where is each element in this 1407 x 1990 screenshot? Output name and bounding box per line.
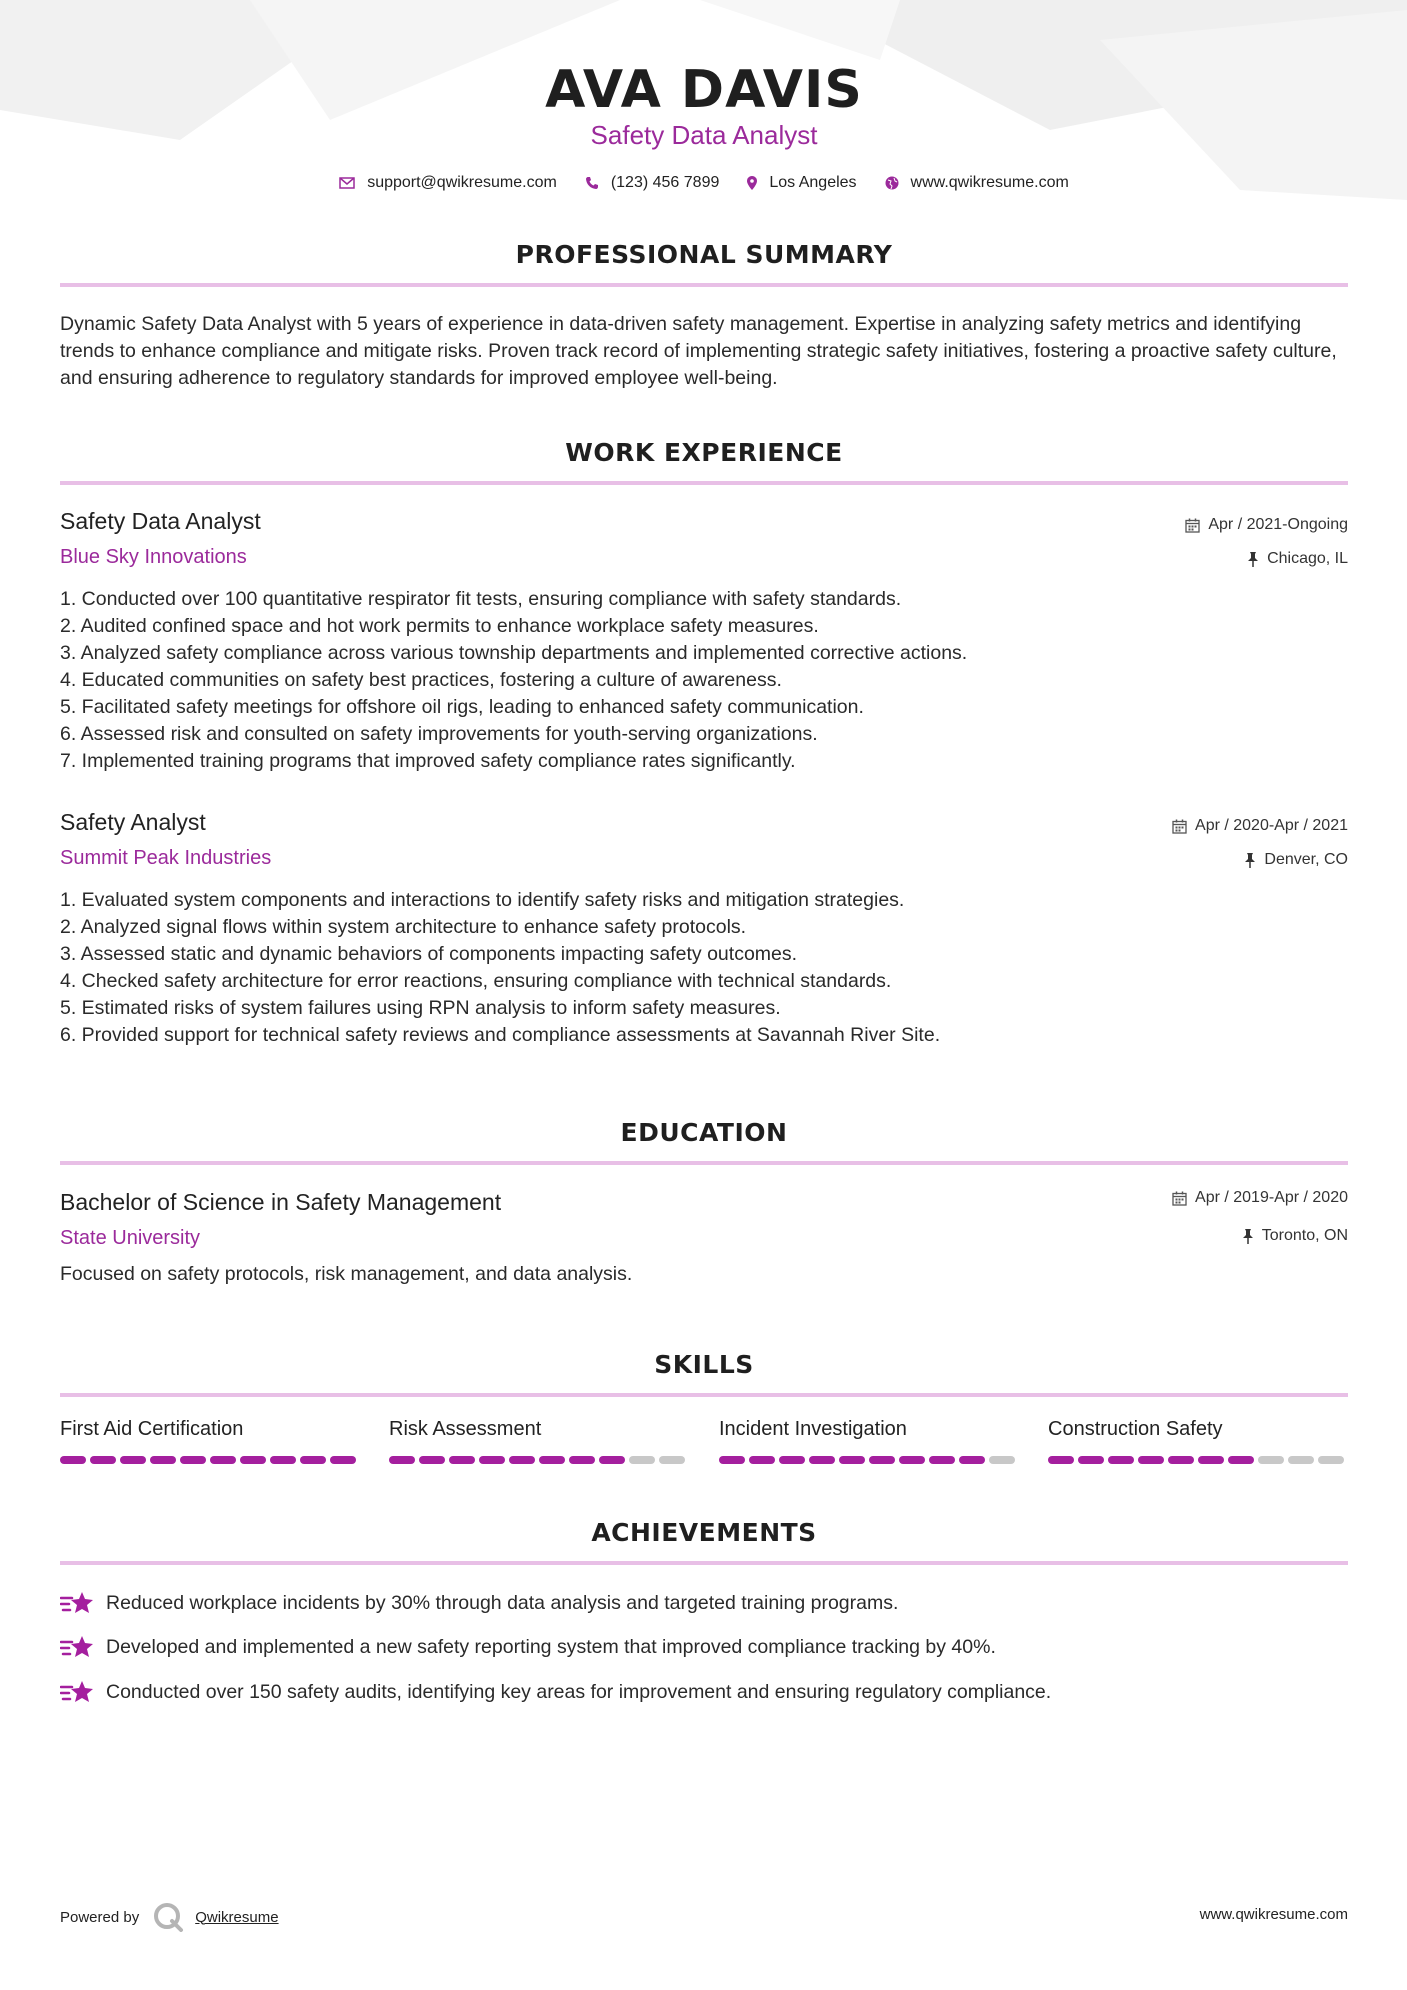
skill-segment-filled (599, 1456, 625, 1464)
skill-segment-filled (300, 1456, 326, 1464)
skill-segment-filled (809, 1456, 835, 1464)
calendar-icon (1172, 819, 1187, 834)
skill-segment-filled (210, 1456, 236, 1464)
job-company: Blue Sky Innovations (60, 546, 247, 568)
job-location-text: Chicago, IL (1267, 550, 1348, 567)
list-item: 1. Conducted over 100 quantitative respirator fit tests, ensuring compliance with safety standards. (60, 588, 902, 610)
job-location-text: Denver, CO (1264, 851, 1348, 868)
list-item: 3. Analyzed safety compliance across various township departments and implemented corrective actions. (60, 642, 968, 664)
skill-segment-filled (959, 1456, 985, 1464)
job-dates (1172, 817, 1348, 835)
job-responsibilities (60, 586, 1310, 775)
contact-website-text: www.qwikresume.com (910, 174, 1069, 191)
skill-segment-filled (1198, 1456, 1224, 1464)
skill-segment-filled (240, 1456, 266, 1464)
summary-text: Dynamic Safety Data Analyst with 5 years of experience in data-driven safety management. Expertise in analyzing safety metrics and identifying trends to enhance compliance and mitigate risks. Proven track record of implementing strategic safety initiatives, fostering a proactive safety culture, and ensuring adherence to regulatory standards for improved employee well-being. (60, 313, 1337, 389)
skill-item (719, 1418, 1019, 1464)
skill-item (389, 1418, 689, 1464)
contact-location-text: Los Angeles (769, 174, 857, 191)
skill-segment-filled (150, 1456, 176, 1464)
skill-segment-filled (1078, 1456, 1104, 1464)
skill-label: Risk Assessment (389, 1418, 542, 1440)
list-item: 7. Implemented training programs that improved safety compliance rates significantly. (60, 750, 796, 772)
skill-segment-filled (1048, 1456, 1074, 1464)
skill-segment-filled (929, 1456, 955, 1464)
achievement-text: Developed and implemented a new safety reporting system that improved compliance tracking by 40%. (106, 1635, 996, 1658)
skill-segment-filled (779, 1456, 805, 1464)
skill-label: First Aid Certification (60, 1418, 244, 1440)
envelope-icon (339, 177, 355, 189)
achievement-text: Reduced workplace incidents by 30% through data analysis and targeted training programs. (106, 1591, 899, 1614)
skill-segment-filled (539, 1456, 565, 1464)
skill-segment-filled (749, 1456, 775, 1464)
skill-segment-filled (270, 1456, 296, 1464)
contact-website[interactable] (885, 174, 1069, 192)
job-responsibilities (60, 887, 1310, 1049)
skill-segment-filled (180, 1456, 206, 1464)
skill-segment-filled (509, 1456, 535, 1464)
map-marker-icon (747, 176, 757, 190)
education-heading: EDUCATION (620, 1118, 788, 1147)
skill-item (1048, 1418, 1348, 1464)
pushpin-icon (1244, 853, 1256, 868)
skill-segment-filled (839, 1456, 865, 1464)
job-location (1244, 851, 1348, 869)
education-location (1242, 1227, 1348, 1245)
pushpin-icon (1247, 552, 1259, 567)
experience-heading: WORK EXPERIENCE (565, 438, 843, 467)
shooting-star-icon (60, 1590, 94, 1616)
summary-heading: PROFESSIONAL SUMMARY (515, 240, 893, 269)
job-dates-text: Apr / 2021-Ongoing (1208, 516, 1348, 533)
footer-website[interactable]: www.qwikresume.com (1199, 1906, 1348, 1923)
skill-segment-empty (1288, 1456, 1314, 1464)
contact-bar (60, 174, 1348, 192)
contact-phone-text: (123) 456 7899 (610, 174, 720, 191)
calendar-icon (1185, 518, 1200, 533)
footer-powered-by (60, 1902, 279, 1932)
contact-phone[interactable] (585, 174, 720, 192)
skill-label: Construction Safety (1048, 1418, 1223, 1440)
summary-divider (60, 283, 1348, 287)
skill-segment-empty (659, 1456, 685, 1464)
skill-segment-filled (90, 1456, 116, 1464)
education-school: State University (60, 1227, 201, 1249)
contact-email[interactable] (339, 174, 557, 192)
job-dates (1185, 516, 1348, 534)
qwikresume-link[interactable]: Qwikresume (195, 1908, 279, 1926)
list-item: 3. Assessed static and dynamic behaviors of components impacting safety outcomes. (60, 943, 798, 965)
skill-segment-filled (330, 1456, 356, 1464)
skills-heading: SKILLS (654, 1350, 754, 1379)
skill-segment-filled (479, 1456, 505, 1464)
candidate-title: Safety Data Analyst (590, 120, 818, 150)
skill-segment-filled (1228, 1456, 1254, 1464)
achievement-item (60, 1679, 1051, 1705)
achievement-item (60, 1634, 996, 1660)
skill-level-bar (1048, 1456, 1348, 1464)
education-location-text: Toronto, ON (1261, 1227, 1348, 1244)
job-dates-text: Apr / 2020-Apr / 2021 (1195, 817, 1348, 834)
education-description: Focused on safety protocols, risk management, and data analysis. (60, 1263, 633, 1285)
education-dates-text: Apr / 2019-Apr / 2020 (1195, 1189, 1348, 1206)
list-item: 2. Audited confined space and hot work permits to enhance workplace safety measures. (60, 615, 819, 637)
skill-segment-filled (449, 1456, 475, 1464)
skill-segment-filled (899, 1456, 925, 1464)
skill-segment-filled (419, 1456, 445, 1464)
list-item: 6. Provided support for technical safety reviews and compliance assessments at Savannah River Site. (60, 1024, 941, 1046)
skills-divider (60, 1393, 1348, 1397)
skill-segment-filled (60, 1456, 86, 1464)
shooting-star-icon (60, 1634, 94, 1660)
skill-segment-filled (1138, 1456, 1164, 1464)
skill-segment-filled (869, 1456, 895, 1464)
skill-segment-filled (120, 1456, 146, 1464)
contact-email-text: support@qwikresume.com (367, 174, 557, 191)
job-location (1247, 550, 1348, 568)
achievements-divider (60, 1561, 1348, 1565)
list-item: 6. Assessed risk and consulted on safety improvements for youth-serving organizations. (60, 723, 818, 745)
achievements-heading: ACHIEVEMENTS (591, 1518, 817, 1547)
shooting-star-icon (60, 1679, 94, 1705)
list-item: 5. Estimated risks of system failures using RPN analysis to inform safety measures. (60, 997, 781, 1019)
skill-level-bar (719, 1456, 1019, 1464)
skill-segment-filled (389, 1456, 415, 1464)
globe-icon (885, 176, 899, 190)
skill-segment-filled (1168, 1456, 1194, 1464)
job-title: Safety Data Analyst (60, 508, 261, 534)
calendar-icon (1172, 1191, 1187, 1206)
skill-item (60, 1418, 360, 1464)
powered-by-label: Powered by (60, 1908, 140, 1926)
skill-segment-filled (569, 1456, 595, 1464)
candidate-name: AVA DAVIS (545, 60, 863, 120)
skill-segment-empty (629, 1456, 655, 1464)
skill-segment-empty (989, 1456, 1015, 1464)
contact-location (747, 174, 856, 192)
skill-label: Incident Investigation (719, 1418, 907, 1440)
job-title: Safety Analyst (60, 809, 206, 835)
skill-segment-filled (1108, 1456, 1134, 1464)
list-item: 4. Checked safety architecture for error reactions, ensuring compliance with technical standards. (60, 970, 892, 992)
list-item: 2. Analyzed signal flows within system architecture to enhance safety protocols. (60, 916, 747, 938)
education-degree: Bachelor of Science in Safety Management (60, 1189, 502, 1215)
experience-divider (60, 481, 1348, 485)
phone-icon (585, 176, 599, 190)
qwikresume-logo-icon (153, 1902, 185, 1932)
education-dates (1172, 1189, 1348, 1207)
list-item: 1. Evaluated system components and interactions to identify safety risks and mitigation strategies. (60, 889, 905, 911)
list-item: 5. Facilitated safety meetings for offshore oil rigs, leading to enhanced safety communication. (60, 696, 864, 718)
education-divider (60, 1161, 1348, 1165)
job-company: Summit Peak Industries (60, 847, 272, 869)
list-item: 4. Educated communities on safety best practices, fostering a culture of awareness. (60, 669, 782, 691)
skill-segment-empty (1258, 1456, 1284, 1464)
skill-segment-empty (1318, 1456, 1344, 1464)
achievement-item (60, 1590, 898, 1616)
pushpin-icon (1242, 1229, 1254, 1244)
achievement-text: Conducted over 150 safety audits, identifying key areas for improvement and ensuring regulatory compliance. (106, 1680, 1052, 1703)
skill-level-bar (389, 1456, 689, 1464)
skill-segment-filled (719, 1456, 745, 1464)
skill-level-bar (60, 1456, 360, 1464)
